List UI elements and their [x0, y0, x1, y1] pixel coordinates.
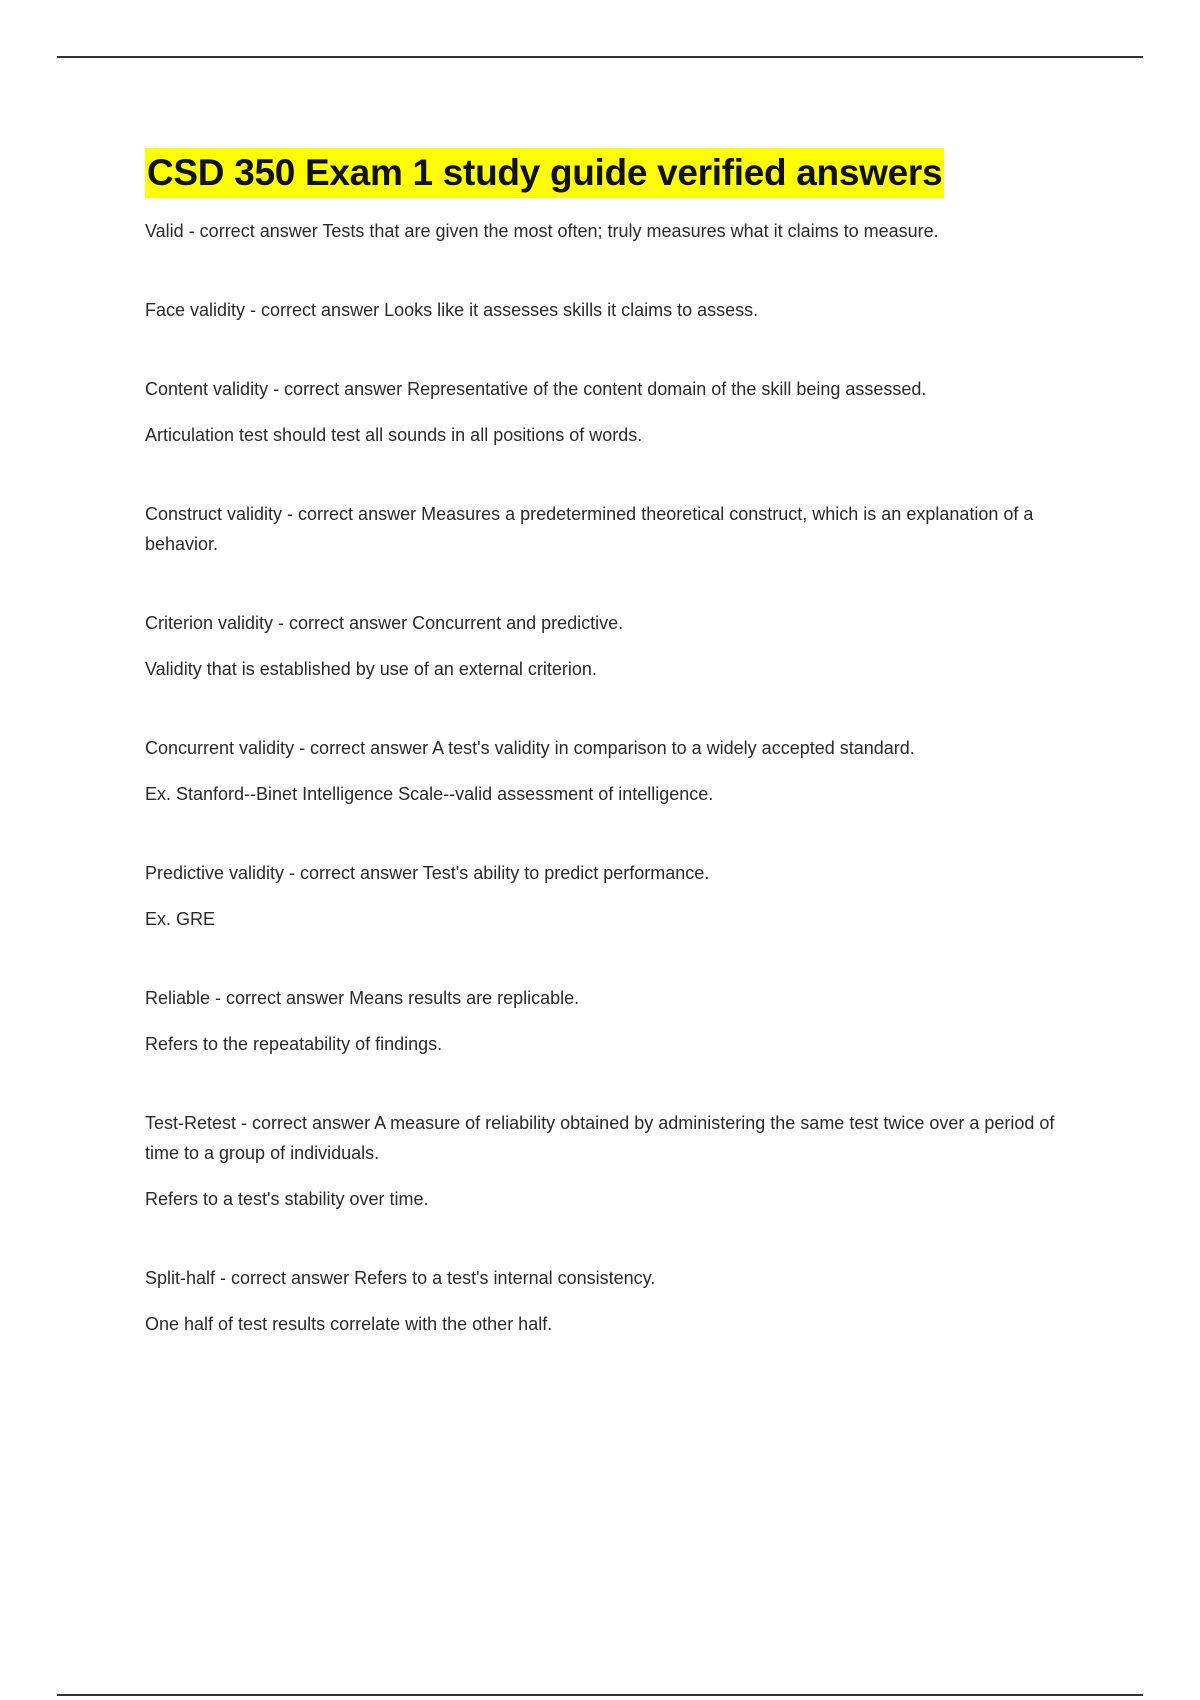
entry-note: Ex. Stanford--Binet Intelligence Scale--valid assessment of intelligence. [145, 784, 714, 804]
entry-definition: Concurrent validity - correct answer A test's validity in comparison to a widely accepted standard. [145, 738, 915, 758]
study-entry [145, 374, 1085, 450]
entry-definition: Criterion validity - correct answer Concurrent and predictive. [145, 613, 624, 633]
entry-definition: Test-Retest - correct answer A measure of reliability obtained by administering the same test twice over a period of time to a group of individuals. [145, 1113, 1055, 1163]
entry-definition: Content validity - correct answer Representative of the content domain of the skill being assessed. [145, 379, 927, 399]
document-title: CSD 350 Exam 1 study guide verified answers [145, 148, 944, 198]
entry-note: Articulation test should test all sounds in all positions of words. [145, 425, 643, 445]
entry-note: Refers to the repeatability of findings. [145, 1034, 443, 1054]
entry-definition: Valid - correct answer Tests that are given the most often; truly measures what it claims to measure. [145, 221, 939, 241]
study-entry [145, 983, 1085, 1059]
entry-definition: Reliable - correct answer Means results are replicable. [145, 988, 580, 1008]
entry-note: Refers to a test's stability over time. [145, 1189, 429, 1209]
entry-list [145, 216, 1085, 1339]
study-entry [145, 295, 1085, 325]
study-entry [145, 1263, 1085, 1339]
entry-definition: Construct validity - correct answer Measures a predetermined theoretical construct, which is an explanation of a behavior. [145, 504, 1034, 554]
entry-note: One half of test results correlate with the other half. [145, 1314, 553, 1334]
entry-definition: Predictive validity - correct answer Test's ability to predict performance. [145, 863, 710, 883]
study-entry [145, 608, 1085, 684]
footer-rule [57, 1694, 1143, 1696]
study-entry [145, 216, 1085, 246]
study-entry [145, 499, 1085, 559]
entry-definition: Face validity - correct answer Looks like it assesses skills it claims to assess. [145, 300, 759, 320]
study-entry [145, 733, 1085, 809]
study-entry [145, 1108, 1085, 1214]
study-entry [145, 858, 1085, 934]
header-rule [57, 56, 1143, 58]
document-body [145, 148, 1085, 1388]
entry-definition: Split-half - correct answer Refers to a test's internal consistency. [145, 1268, 656, 1288]
entry-note: Validity that is established by use of an external criterion. [145, 659, 597, 679]
entry-note: Ex. GRE [145, 909, 216, 929]
